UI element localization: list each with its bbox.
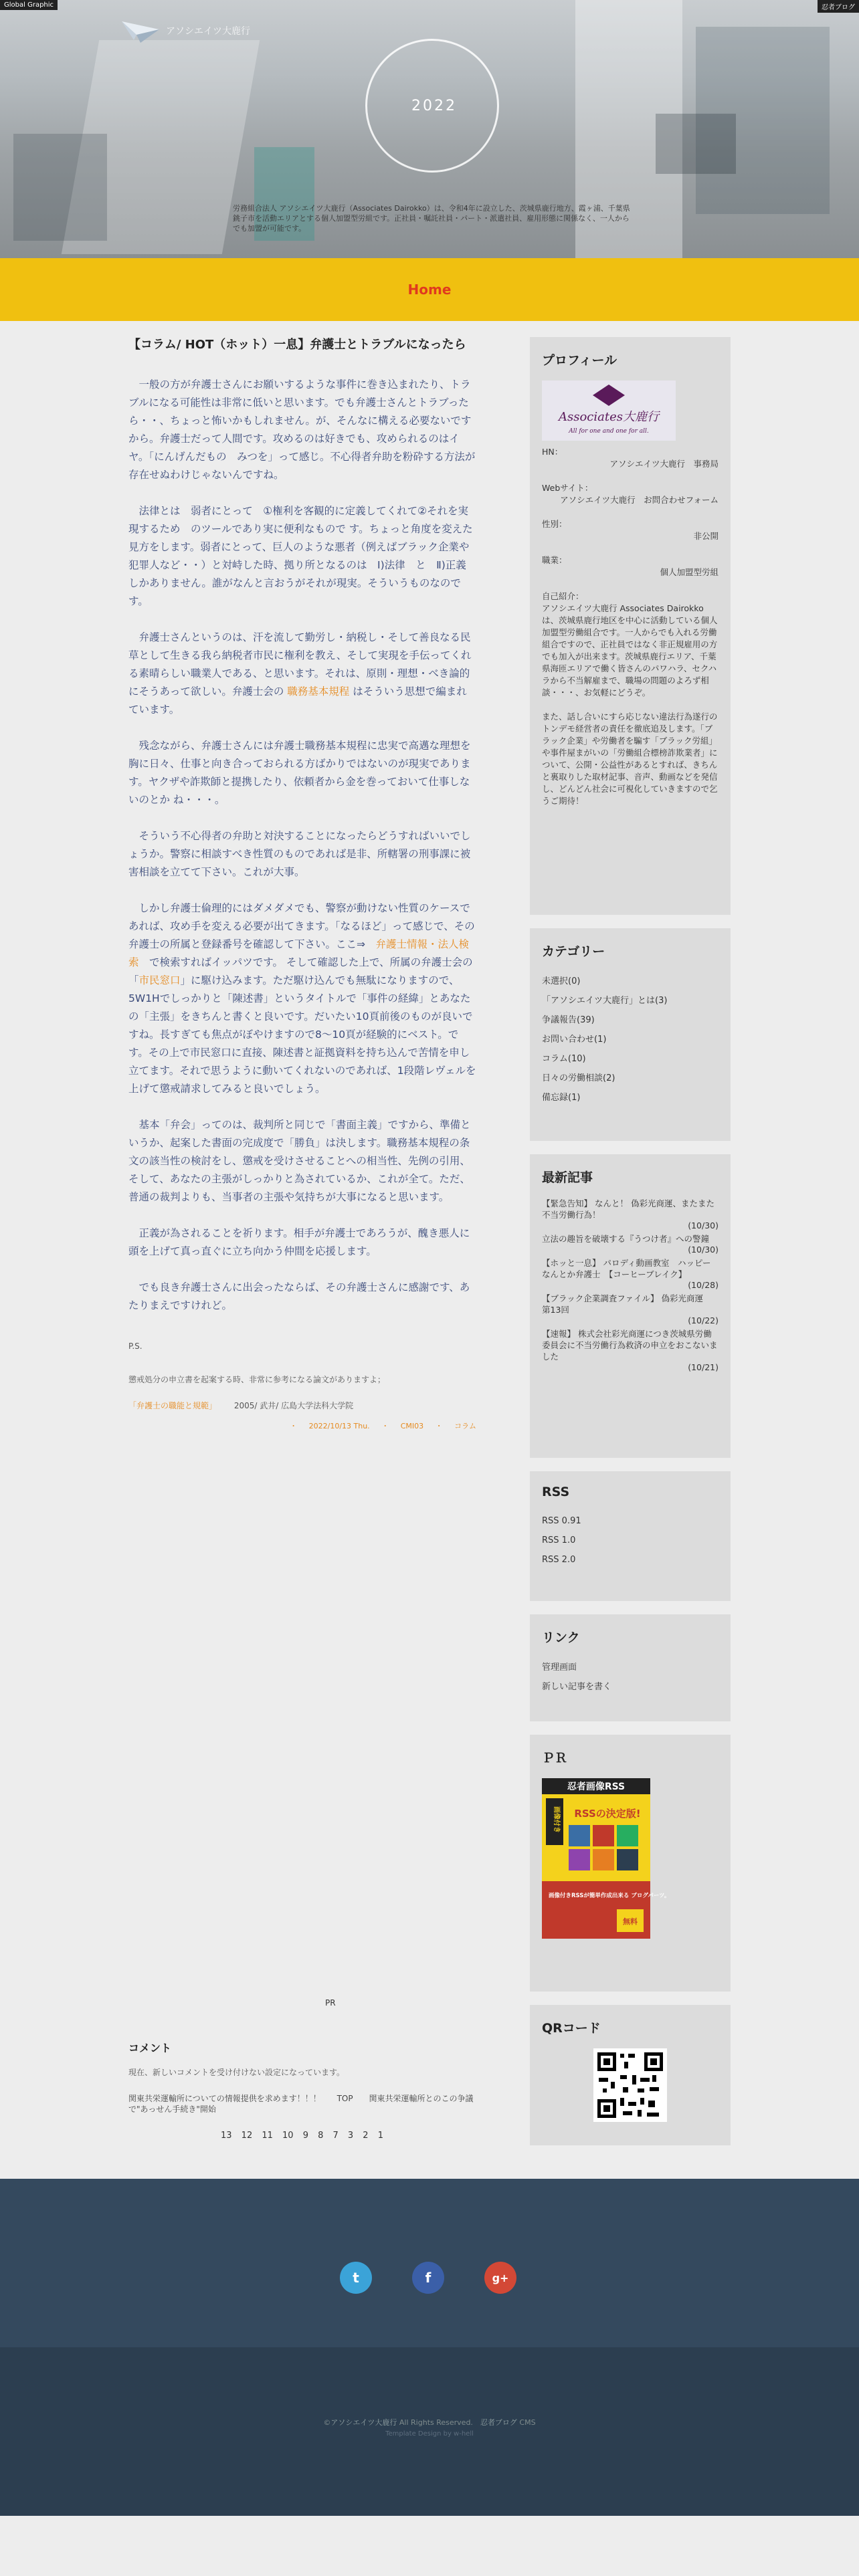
citizen-window-link[interactable]: 市民窓口 <box>138 974 181 986</box>
copyright: ©アソシエイツ大鹿行 All Rights Reserved. 忍者ブログ CMS <box>323 2418 536 2427</box>
hn-value: アソシエイツ大鹿行 事務局 <box>609 459 719 469</box>
entry-paragraph: 法律とは 弱者にとって ①権利を客観的に定義してくれて②それを実現するため のツールであり実に便利なもので す。ちょっと角度を変えた見方をします。弱者にとって、巨人のような悪者（例えばブラック企業や犯罪人など・・）と対峙した時、拠り所となるのは Ⅰ)法律 と Ⅱ)正義 しかありません。誰がなんと言おうがそれが現実。そういうものなのです。 <box>128 505 477 607</box>
admin-link[interactable]: 管理画面 <box>542 1662 577 1673</box>
profile-heading: プロフィール <box>542 353 617 368</box>
profile-box <box>530 337 731 915</box>
year-circle <box>365 39 499 173</box>
rss-ad-banner[interactable] <box>542 1778 670 1939</box>
prev-entry-link[interactable]: 関東共栄運輸所についての情報提供を求めます！！！ <box>128 2094 321 2103</box>
global-graphic-tag[interactable]: Global Graphic <box>0 0 58 10</box>
recent-entry-link[interactable]: 【緊急告知】 なんと！ 偽彩光商運、またまた不当労働行為！ <box>542 1198 714 1220</box>
category-item[interactable]: 備忘録(1) <box>542 1093 581 1103</box>
category-item[interactable]: コラム(10) <box>542 1054 586 1064</box>
entry-title[interactable]: 【コラム/ HOT（ホット）一息】弁護士とトラブルになったら <box>128 338 466 352</box>
rss-list <box>542 1511 719 1570</box>
nav-home-link[interactable]: Home <box>407 282 452 298</box>
rss-link[interactable]: RSS 2.0 <box>542 1555 576 1565</box>
recent-heading: 最新記事 <box>542 1170 593 1185</box>
top-link[interactable]: TOP <box>337 2094 353 2103</box>
ps-label: P.S. <box>128 1341 142 1351</box>
job-value: 個人加盟型労組 <box>660 567 719 577</box>
associates-logo <box>542 381 676 441</box>
recent-entry-date: (10/30) <box>688 1220 719 1230</box>
site-description: 労務組合法人 アソシエイツ大鹿行（Associates Dairokko）は、令和4年に設立した、茨城県鹿行地方、霞ヶ浦、千葉県銚子市を活動エリアとする個人加盟型労組です。正社員・嘱託社員・パート・派遣社員、雇用形態に関係なく、一人からでも加盟が可能です。 <box>233 204 630 233</box>
svg-text:RSSの決定版!: RSSの決定版! <box>574 1808 641 1820</box>
lawyer-search-link[interactable]: 弁護士情報・法人検索 <box>128 938 470 968</box>
entry-author-link[interactable]: ・ CMI03 <box>381 1422 424 1430</box>
page-numbers[interactable]: 13 12 11 10 9 8 7 3 2 1 <box>221 2131 383 2141</box>
footer-ninja-link[interactable]: 忍者ブログ <box>480 2418 517 2427</box>
entry-date: ・ 2022/10/13 Thu. <box>290 1422 370 1430</box>
profile-logo-sub: All for one and one for all. <box>569 428 649 435</box>
ninja-blog-tag[interactable]: 忍者ブログ <box>818 0 859 13</box>
category-item[interactable]: 日々の労働相談(2) <box>542 1073 615 1083</box>
paper-plane-icon <box>120 17 161 44</box>
twitter-icon[interactable]: t <box>340 2262 372 2294</box>
sex-value: 非公開 <box>693 531 719 541</box>
category-item[interactable]: 争議報告(39) <box>542 1015 595 1025</box>
web-value-link[interactable]: アソシエイツ大鹿行 お問合わせフォーム <box>560 495 719 505</box>
bg-shape <box>656 114 736 174</box>
comments-heading: コメント <box>128 2042 172 2054</box>
main-nav <box>0 258 859 321</box>
pr-heading: ＰＲ <box>542 1751 568 1765</box>
bg-shape <box>13 134 107 241</box>
social-bar <box>0 2179 859 2347</box>
qr-code-icon <box>593 2048 667 2122</box>
recent-entry-date: (10/28) <box>688 1280 719 1290</box>
site-logo[interactable] <box>120 17 250 44</box>
header-hero <box>0 0 859 258</box>
links-heading: リンク <box>542 1630 580 1645</box>
recent-entry-date: (10/30) <box>688 1245 719 1255</box>
reference <box>128 1400 476 1411</box>
entry-paragraph: そういう不心得者の弁助と対決することになったらどうすればいいでしょうか。警察に相談すべき性質のものであれば是非、所轄署の刑事課に被害相談を立てて下さい。これが大事。 <box>128 830 471 878</box>
category-item[interactable]: お問い合わせ(1) <box>542 1035 607 1045</box>
entry-paragraph: しかし弁護士倫理的にはダメダメでも、警察が動けない性質のケースであれば、攻め手を変える必要が出てきます。「なるほど」って感じで、その弁護士の所属と登録番号を確認して下さい。ここ⇒ 弁護士情報・法人検索 で検索すればイッパツです。 そして確認した上で、所属の弁護士会の「市民窓口」に駆け込みます。ただ駆け込んでも無駄になりますので、5W1Hでしっかりと「陳述書」というタイトルで「事件の経緯」とあなたの「主張」をきちんと書くと良いです。だいたい10頁前後のものが良いですね。長すぎても焦点がぼやけますので8〜10頁が経験的にベスト。です。その上で市民窓口に直接、陳述書と証拠資料を持ち込んで苦情を申し立てます。それで思うように動いてくれないのであれば、1段階レヴェルを上げて懲戒請求してみると良いでしょう。 <box>128 902 476 1095</box>
category-list <box>542 972 719 1107</box>
intro-text: アソシエイツ大鹿行 Associates Dairokko は、茨城県鹿行地区を中心に活動している個人加盟型労働組合です。一人からでも入れる労働組合ですので、正社員ではなく非正規雇用の方でも加入が出来ます。茨城県鹿行エリア、千葉県海匝エリアで働く皆さんのパワハラ、セクハラから不当解雇まで、職場の問題のよろず相談・・・、お気軽にどうぞ。 <box>542 603 718 697</box>
hn-label: HN： <box>542 447 563 457</box>
template-credit: Template Design by w-hell <box>385 2430 474 2438</box>
entry-paragraph: でも良き弁護士さんに出会ったならば、その弁護士さんに感謝です、あたりまえですけれど。 <box>128 1281 470 1311</box>
category-item[interactable]: 「アソシエイツ大鹿行」とは(3) <box>542 996 668 1006</box>
recent-entry-date: (10/22) <box>688 1315 719 1325</box>
pr-box <box>530 1735 731 1992</box>
rules-link[interactable]: 職務基本規程 <box>287 685 350 697</box>
new-post-link[interactable]: 新しい記事を書く <box>542 1682 612 1692</box>
links-list <box>542 1658 719 1697</box>
profile-logo <box>542 381 719 443</box>
recent-entry-date: (10/21) <box>688 1362 719 1372</box>
facebook-icon[interactable]: f <box>412 2262 444 2294</box>
reference-text: 2005/ 武井/ 広島大学法科大学院 <box>233 1401 354 1410</box>
recent-entry-link[interactable]: 【ホッと一息】 パロディ動画教室 ハッピーなんとか弁護士 【コーヒーブレイク】 <box>542 1258 711 1279</box>
entry-paragraph: 正義が為されることを祈ります。相手が弁護士であろうが、醜き悪人に頭を上げて真っ直ぐに立ち向かう仲間を応援します。 <box>128 1227 470 1257</box>
recent-box <box>530 1154 731 1458</box>
entry-paragraph: 一般の方が弁護士さんにお願いするような事件に巻き込まれたり、トラブルになる可能性は非常に低いと思います。でも弁護士さんとトラブったら・・、ちょっと怖いかもしれません。が、そんなに構える必要ないですから。弁護士だって人間です。攻めるのは好きでも、攻められるのはイヤ。「にんげんだもの みつを」って感じ。不心得者弁助を粉砕する方法が存在せぬわけじゃないんですね。 <box>128 379 476 481</box>
rss-box <box>530 1471 731 1601</box>
svg-text:画像付きRSSが簡単作成出来る ブログパーツ。: 画像付きRSSが簡単作成出来る ブログパーツ。 <box>549 1893 670 1899</box>
links-box <box>530 1614 731 1721</box>
reference-link[interactable]: 「弁護士の職能と規範」 <box>128 1401 217 1410</box>
qr-heading: QRコード <box>542 2021 601 2036</box>
pr-label: PR <box>325 1998 336 2008</box>
svg-text:忍者画像RSS: 忍者画像RSS <box>567 1782 626 1792</box>
recent-entry-link[interactable]: 【ブラック企業調査ファイル】 偽彩光商運 第13回 <box>542 1293 712 1315</box>
profile-logo-name: Associates大鹿行 <box>558 410 660 424</box>
footer-site-link[interactable]: アソシエイツ大鹿行 <box>330 2418 397 2427</box>
svg-text:無料: 無料 <box>623 1917 638 1926</box>
entry-category-link[interactable]: ・ コラム <box>435 1422 476 1430</box>
recent-entry-link[interactable]: 【速報】 株式会社彩光商運につき茨城県労働委員会に不当労働行為救済の申立をおこないました <box>542 1329 718 1362</box>
entry-article <box>128 337 476 1431</box>
site-footer <box>0 2347 859 2516</box>
category-item[interactable]: 未選択(0) <box>542 976 581 986</box>
entry-meta <box>128 1420 476 1431</box>
rss-link[interactable]: RSS 0.91 <box>542 1516 581 1526</box>
job-label: 職業： <box>542 555 567 565</box>
next-entry-link[interactable]: 関東共栄運輸所とのこの争議で"あっせん手続き"開始 <box>128 2094 474 2114</box>
sex-label: 性別： <box>542 519 567 529</box>
ps-text: 懲戒処分の申立書を起案する時、非常に参考になる論文がありますよ； <box>128 1375 386 1384</box>
entry-pager <box>128 2093 490 2115</box>
svg-text:画像付き: 画像付き <box>553 1806 560 1833</box>
entry-paragraph: 残念ながら、弁護士さんには弁護士職務基本規程に忠実で高邁な理想を胸に日々、仕事と向き合っておられる方ばかりではないのが現実であります。ヤクザや詐欺師と提携したり、依頼者から金を巻っておいて仕事しないのとか ね・・・。 <box>128 740 471 806</box>
category-box <box>530 928 731 1141</box>
recent-entry-link[interactable]: 立法の趣旨を破壊する『うつけ者』への警鐘 <box>542 1234 710 1244</box>
qr-box <box>530 2005 731 2145</box>
site-title: アソシエイツ大鹿行 <box>166 26 250 37</box>
year-text: 2022 <box>411 98 457 114</box>
web-label: Webサイト： <box>542 483 593 493</box>
google-plus-icon[interactable]: g+ <box>484 2262 516 2294</box>
entry-paragraph: 弁護士さんというのは、汗を流して勤労し・納税し・そして善良なる民草として生きる我ら納税者市民に権利を教え、そして実現を手伝ってくれる素晴らしい職業人である、と思います。それは、原則・理想・べき論的にそうあって欲しい。弁護士会の 職務基本規程 はそういう思想で編まれています。 <box>128 631 472 716</box>
intro-label: 自己紹介： <box>542 591 584 601</box>
rss-heading: RSS <box>542 1485 570 1499</box>
rss-link[interactable]: RSS 1.0 <box>542 1535 576 1545</box>
comments-notice: 現在、新しいコメントを受け付けない設定になっています。 <box>128 2068 345 2077</box>
intro-text: また、話し合いにすら応じない違法行為遂行のトンデモ経営者の責任を徹底追及します。「ブラック企業」や労働者を騙す「ブラック労組」や事件屋まがいの「労働組合標榜詐欺業者」について、公開・公益性があるとすれば、きちんと裏取りした取材記事、音声、動画などを発信し、どんどん社会に可視化していきますので乞うご期待！ <box>542 712 718 806</box>
entry-paragraph: 基本「弁会」ってのは、裁判所と同じで「書面主義」ですから、準備というか、起案した書面の完成度で「勝負」は決します。職務基本規程の条文の該当性の検討をし、懲戒を受けさせることへの相当性、先例の引用、そして、あなたの主張がしっかりと為されているか、これが全て。ただ、普通の裁判よりも、当事者の主張や気持ちが大事になると思います。 <box>128 1119 471 1203</box>
category-heading: カテゴリー <box>542 944 605 959</box>
